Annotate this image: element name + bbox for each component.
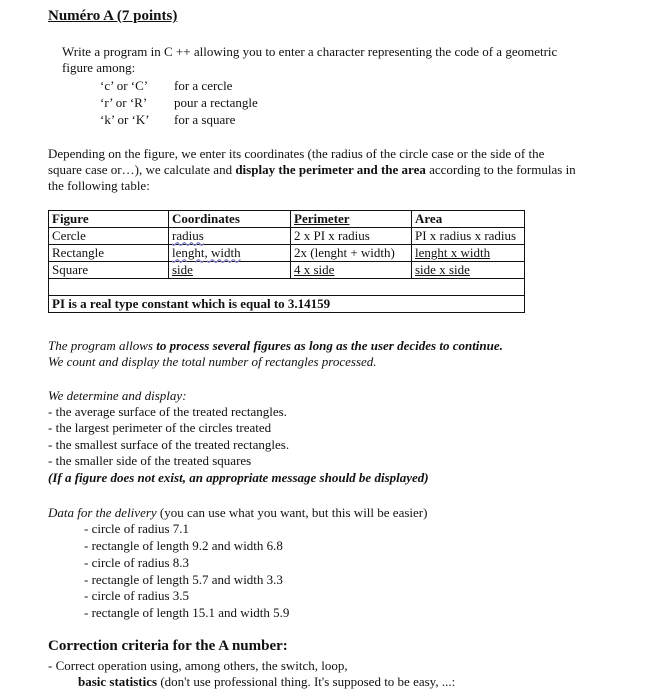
table-cell: 4 x side (291, 262, 412, 279)
table-empty-cell (49, 279, 525, 296)
table-cell: lenght x width (412, 245, 525, 262)
option-label: for a square (174, 112, 236, 127)
table-cell: side x side (412, 262, 525, 279)
table-cell: lenght, width (169, 245, 291, 262)
description-line-1: Depending on the figure, we enter its coordinates (the radius of the circle case or the side of the (48, 146, 545, 161)
table-cell: Cercle (49, 228, 169, 245)
formula-table (48, 210, 525, 313)
table-cell: Square (49, 262, 169, 279)
table-cell: radius (169, 228, 291, 245)
description-emphasis: display the perimeter and the area (235, 162, 426, 177)
determine-heading: We determine and display: (48, 388, 187, 403)
determine-item: - the largest perimeter of the circles treated (48, 420, 272, 435)
table-cell: 2x (lenght + width) (291, 245, 412, 262)
option-codes: ‘r’ or ‘R’ (100, 95, 148, 110)
program-emphasis: to process several figures as long as the user decides to continue. (156, 338, 503, 353)
description-text: according to the formulas in (425, 162, 576, 177)
determine-item: - the smaller side of the treated squares (48, 453, 252, 468)
option-codes: ‘k’ or ‘K’ (100, 112, 150, 127)
option-rectangle (100, 95, 258, 111)
criteria-emphasis: basic statistics (78, 674, 158, 689)
delivery-item: - circle of radius 7.1 (84, 521, 190, 536)
delivery-item: - rectangle of length 15.1 and width 5.9 (84, 605, 290, 620)
table-cell: PI x radius x radius (412, 228, 525, 245)
delivery-item: - rectangle of length 5.7 and width 3.3 (84, 572, 283, 587)
description-line-2 (48, 162, 576, 178)
table-row (49, 245, 525, 262)
determine-note: (If a figure does not exist, an appropriate message should be displayed) (48, 470, 429, 485)
intro-line-2: figure among: (62, 60, 136, 75)
delivery-item: - circle of radius 8.3 (84, 555, 190, 570)
program-line-2: We count and display the total number of rectangles processed. (48, 354, 377, 369)
program-line-1 (48, 338, 503, 354)
table-header-cell: Area (412, 211, 525, 228)
option-circle (100, 78, 232, 94)
determine-item: - the average surface of the treated rectangles. (48, 404, 287, 419)
delivery-heading-label: Data for the delivery (48, 505, 157, 520)
option-label: for a cercle (174, 78, 233, 93)
table-header-row (49, 211, 525, 228)
description-text: square case or…), we calculate and (48, 162, 236, 177)
criteria-line-2 (78, 674, 455, 690)
table-pi-row (49, 296, 525, 313)
table-cell: side (169, 262, 291, 279)
program-text: The program allows (48, 338, 157, 353)
delivery-item: - circle of radius 3.5 (84, 588, 190, 603)
table-header-cell: Figure (49, 211, 169, 228)
table-empty-row (49, 279, 525, 296)
delivery-heading-note: (you can use what you want, but this will be easier) (156, 505, 428, 520)
criteria-heading: Correction criteria for the A number: (48, 638, 288, 654)
table-cell: Rectangle (49, 245, 169, 262)
option-label: pour a rectangle (174, 95, 258, 110)
pi-constant-note: PI is a real type constant which is equal to 3.14159 (49, 296, 525, 313)
criteria-text: (don't use professional thing. It's supposed to be easy, ...: (157, 674, 456, 689)
determine-item: - the smallest surface of the treated rectangles. (48, 437, 290, 452)
table-row (49, 262, 525, 279)
description-line-3: the following table: (48, 178, 150, 193)
delivery-heading (48, 505, 427, 521)
option-codes: ‘c’ or ‘C’ (100, 78, 149, 93)
table-cell: 2 x PI x radius (291, 228, 412, 245)
option-square (100, 112, 235, 128)
table-header-cell: Coordinates (169, 211, 291, 228)
delivery-item: - rectangle of length 9.2 and width 6.8 (84, 538, 283, 553)
page-title: Numéro A (7 points) (48, 8, 178, 24)
criteria-line-1: - Correct operation using, among others, the switch, loop, (48, 658, 348, 673)
table-header-cell: Perimeter (291, 211, 412, 228)
table-row (49, 228, 525, 245)
intro-line-1: Write a program in C ++ allowing you to enter a character representing the code of a geometric (62, 44, 558, 59)
